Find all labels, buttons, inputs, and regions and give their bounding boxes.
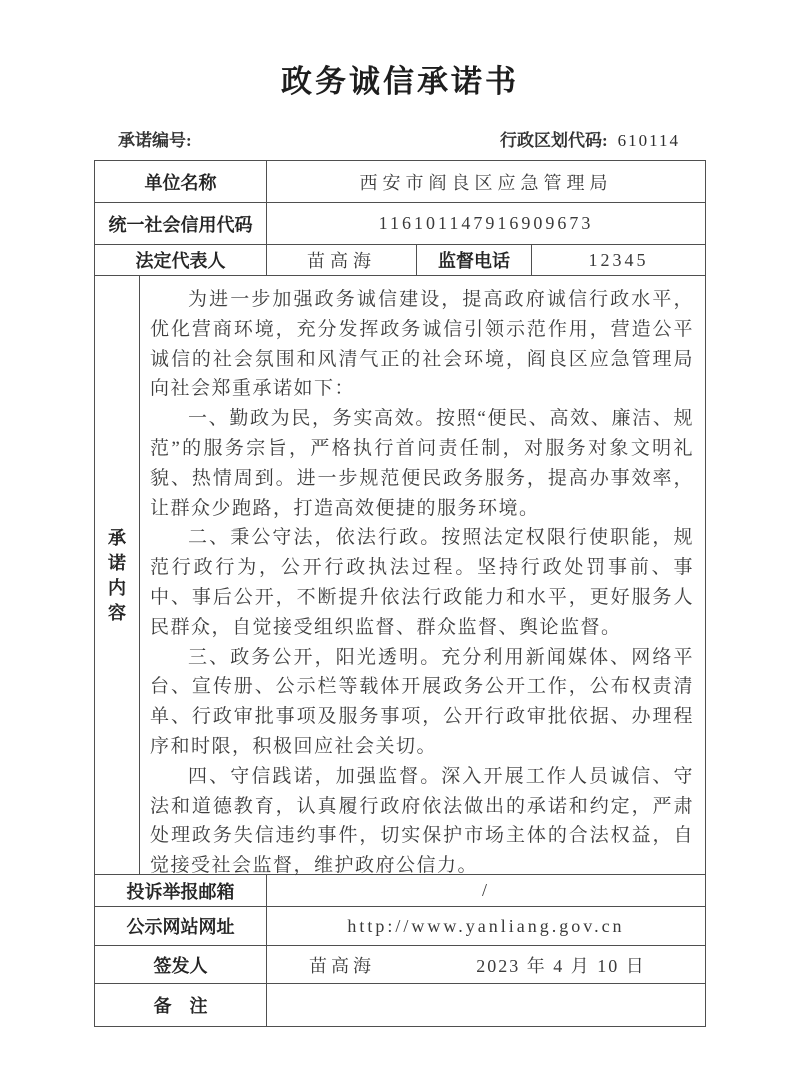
promise-paragraph-intro: 为进一步加强政务诚信建设，提高政府诚信行政水平，优化营商环境，充分发挥政务诚信引领示范作用，营造公平诚信的社会氛围和风清气正的社会环境，阎良区应急管理局向社会郑重承诺如下：: [150, 289, 694, 400]
credit-code-label-cell: [95, 203, 266, 244]
table-row-remarks: [95, 983, 705, 1026]
public-website-value-cell: [266, 907, 705, 945]
promise-number-label: 承诺编号:: [118, 131, 192, 150]
document-page: [94, 56, 706, 1027]
division-code-group: [500, 126, 680, 151]
supervise-phone-label-cell: [416, 245, 531, 275]
table-row-legal-rep: [95, 244, 705, 275]
division-code-value: 610114: [617, 131, 680, 150]
table-row-unit-name: [95, 161, 705, 202]
remarks-label: 备 注: [153, 996, 208, 1016]
unit-name-value: 西安市阎良区应急管理局: [359, 172, 613, 193]
remarks-value-cell: [266, 984, 705, 1026]
complaint-email-label: 投诉举报邮箱: [126, 881, 235, 902]
unit-name-label-cell: [95, 161, 266, 202]
commitment-table: [94, 160, 706, 1027]
issuer-label: 签发人: [153, 955, 208, 976]
promise-content-label-char: 内: [108, 577, 126, 598]
unit-name-label: 单位名称: [144, 172, 217, 193]
promise-paragraph-2: 二、秉公守法，依法行政。按照法定权限行使职能，规范行政行为，公开行政执法过程。坚持行政处罚事前、事中、事后公开，不断提升依法行政能力和水平，更好服务人民群众，自觉接受组织监督、群众监督、舆论监督。: [150, 527, 694, 638]
unit-name-value-cell: [266, 161, 705, 202]
issuer-label-cell: [95, 946, 266, 983]
promise-content-label-char: 承: [108, 527, 126, 548]
page-title: 政务诚信承诺书: [281, 64, 519, 99]
complaint-email-label-cell: [95, 875, 266, 906]
supervise-phone-label: 监督电话: [438, 251, 510, 271]
legal-rep-label: 法定代表人: [135, 251, 226, 271]
legal-rep-value-cell: [266, 245, 416, 275]
table-row-issuer: [95, 945, 705, 983]
public-website-value: http://www.yanliang.gov.cn: [347, 915, 625, 936]
credit-code-label: 统一社会信用代码: [108, 214, 253, 235]
public-website-label: 公示网站网址: [126, 917, 235, 937]
promise-paragraph-3: 三、政务公开，阳光透明。充分利用新闻媒体、网络平台、宣传册、公示栏等载体开展政务公开工作，公布权责清单、行政审批事项及服务事项，公开行政审批依据、办理程序和时限，积极回应社会关切。: [150, 646, 694, 757]
legal-rep-label-cell: [95, 245, 266, 275]
promise-paragraph-4: 四、守信践诺，加强监督。深入开展工作人员诚信、守法和道德教育，认真履行政府依法做出的承诺和约定，严肃处理政务失信违约事件，切实保护市场主体的合法权益，自觉接受社会监督，维护政府公信力。: [150, 765, 694, 877]
table-row-public-website: [95, 906, 705, 945]
complaint-email-value-cell: [266, 875, 705, 906]
division-code-label: 行政区划代码:: [499, 131, 608, 150]
public-website-label-cell: [95, 907, 266, 945]
meta-line: [118, 126, 680, 151]
credit-code-value: 116101147916909673: [378, 213, 594, 233]
table-row-credit-code: [95, 202, 705, 244]
table-row-complaint-email: [95, 874, 705, 906]
promise-content-label-char: 容: [108, 602, 126, 623]
promise-content-label-char: 诺: [108, 552, 126, 573]
remarks-label-cell: [95, 984, 266, 1026]
complaint-email-value: /: [481, 880, 490, 900]
legal-rep-value: 苗高海: [307, 251, 376, 271]
promise-paragraph-1: 一、勤政为民，务实高效。按照“便民、高效、廉洁、规范”的服务宗旨，严格执行首问责任制，对服务对象文明礼貌、热情周到。进一步规范便民政务服务，提高办事效率，让群众少跑路，打造高效便捷的服务环境。: [150, 408, 694, 519]
credit-code-value-cell: [266, 203, 705, 244]
supervise-phone-value-cell: [531, 245, 705, 275]
issuer-date: 2023 年 4 月 10 日: [476, 955, 646, 976]
issuer-name: 苗高海: [309, 955, 375, 976]
promise-content-label-cell: [95, 276, 139, 874]
supervise-phone-value: 12345: [588, 249, 649, 270]
table-row-promise-content: [95, 275, 705, 877]
promise-content-body: [139, 276, 705, 877]
issuer-value-cell: [266, 946, 705, 983]
